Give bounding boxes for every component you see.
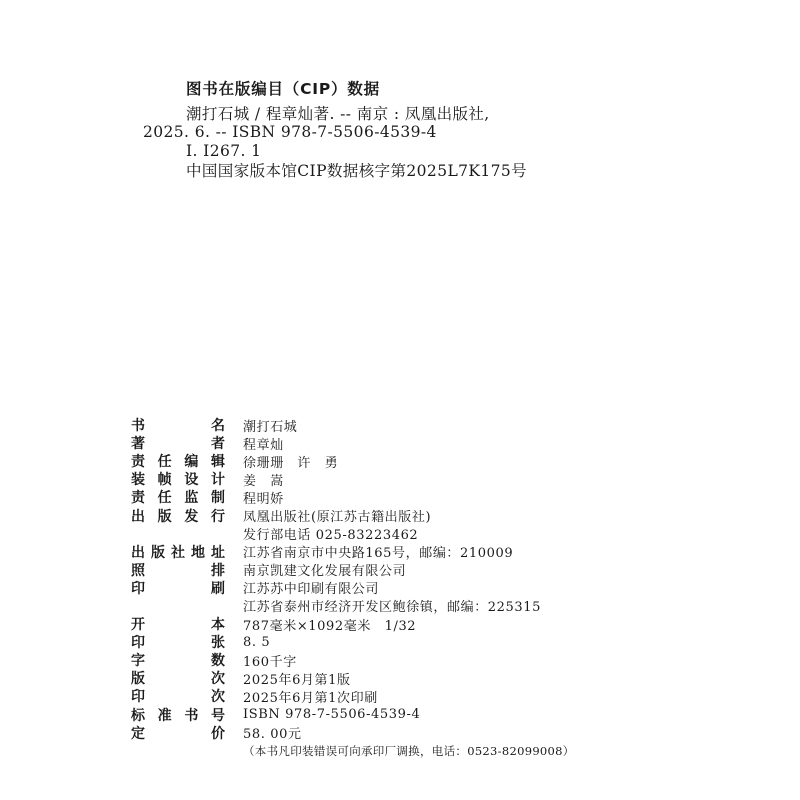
- label-printing: 印次: [131, 689, 225, 706]
- label-sheets: 印张: [131, 635, 225, 652]
- colophon-row-typesetting: [131, 561, 691, 579]
- value-typesetting: 南京凯建文化发展有限公司: [243, 564, 407, 580]
- colophon-row-publisher: [131, 506, 691, 524]
- label-publisher: 出版发行: [131, 508, 225, 525]
- label-isbn: 标准书号: [131, 707, 225, 724]
- colophon-row-isbn: [131, 706, 691, 724]
- label-price: 定价: [131, 725, 225, 742]
- colophon-block: [131, 416, 691, 760]
- value-printing: 2025年6月第1次印刷: [243, 690, 378, 706]
- colophon-row-author: [131, 434, 691, 452]
- label-format: 开本: [131, 617, 225, 634]
- label-word-count: 字数: [131, 653, 225, 670]
- cip-line-title-author: 潮打石城 / 程章灿著. -- 南京 : 凤凰出版社,: [186, 105, 490, 123]
- colophon-row-address: [131, 543, 691, 561]
- value-price: 58. 00元: [243, 727, 302, 743]
- label-printer: 印刷: [131, 580, 225, 597]
- value-printer: 江苏苏中印刷有限公司: [243, 582, 380, 598]
- cip-title: 图书在版编目（CIP）数据: [186, 80, 380, 98]
- label-typesetting: 照排: [131, 562, 225, 579]
- label-address: 出版社地址: [131, 544, 225, 561]
- label-book-title: 书名: [131, 418, 225, 435]
- colophon-row-design: [131, 470, 691, 488]
- colophon-row-printing: [131, 687, 691, 705]
- colophon-row-publisher-phone: [131, 525, 691, 543]
- value-supervisor: 程明娇: [243, 491, 284, 507]
- label-design: 装帧设计: [131, 472, 225, 489]
- colophon-row-title: [131, 416, 691, 434]
- colophon-row-printer: [131, 579, 691, 597]
- cip-line-date-isbn: 2025. 6. -- ISBN 978-7-5506-4539-4: [143, 123, 437, 141]
- value-publisher: 凤凰出版社(原江苏古籍出版社): [243, 510, 432, 526]
- colophon-row-supervisor: [131, 488, 691, 506]
- label-supervisor: 责任监制: [131, 490, 225, 507]
- label-author: 著者: [131, 436, 225, 453]
- colophon-row-editors: [131, 452, 691, 470]
- value-design: 姜 嵩: [243, 473, 284, 489]
- colophon-row-edition: [131, 669, 691, 687]
- colophon-row-word-count: [131, 651, 691, 669]
- value-author: 程章灿: [243, 437, 284, 453]
- value-book-title: 潮打石城: [243, 419, 298, 435]
- colophon-note-row: [131, 742, 691, 760]
- colophon-row-price: [131, 724, 691, 742]
- label-editors: 责任编辑: [131, 454, 225, 471]
- label-edition: 版次: [131, 671, 225, 688]
- value-word-count: 160千字: [243, 654, 297, 670]
- value-editors: 徐珊珊 许 勇: [243, 455, 339, 471]
- colophon-row-sheets: [131, 633, 691, 651]
- colophon-row-printer-address: [131, 597, 691, 615]
- value-format: 787毫米×1092毫米 1/32: [243, 618, 417, 634]
- cip-line-record-number: 中国国家版本馆CIP数据核字第2025L7K175号: [186, 162, 528, 180]
- value-edition: 2025年6月第1版: [243, 672, 351, 688]
- cip-line-classification: Ⅰ. I267. 1: [186, 142, 262, 160]
- colophon-row-format: [131, 615, 691, 633]
- value-publisher-phone: 发行部电话 025-83223462: [243, 528, 419, 544]
- value-sheets: 8. 5: [243, 634, 271, 650]
- value-address: 江苏省南京市中央路165号，邮编：210009: [243, 546, 514, 562]
- value-isbn: ISBN 978-7-5506-4539-4: [243, 707, 421, 723]
- value-printer-address: 江苏省泰州市经济开发区鲍徐镇，邮编：225315: [243, 600, 542, 616]
- printing-defect-note: （本书凡印装错误可向承印厂调换，电话：0523-82099008）: [243, 743, 575, 758]
